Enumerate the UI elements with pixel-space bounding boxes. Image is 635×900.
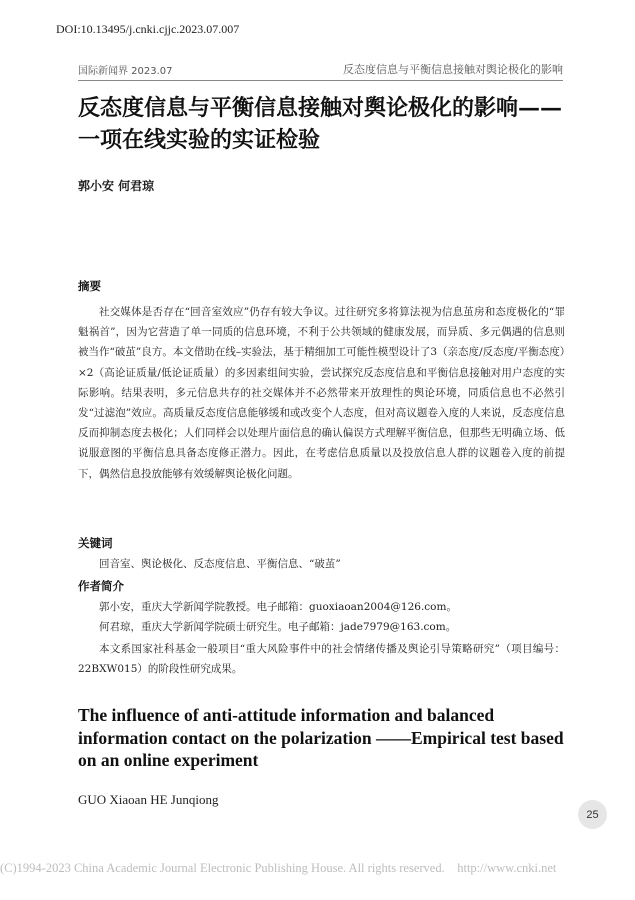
keywords-text: 回音室、舆论极化、反态度信息、平衡信息、“破茧” [99,558,341,570]
copyright-text: (C)1994-2023 China Academic Journal Electronic Publishing House. All rights reserved. [0,861,445,875]
authors-cn: 郭小安 何君琼 [78,179,155,193]
funding-note: 本文系国家社科基金一般项目“重大风险事件中的社会情绪传播及舆论引导策略研究”（项目编号：22BXW015）的阶段性研究成果。 [78,643,565,676]
footer-url[interactable]: http://www.cnki.net [457,861,557,875]
article-title-cn: 反态度信息与平衡信息接触对舆论极化的影响——一项在线实验的实证检验 [78,95,563,153]
abstract-text: 社交媒体是否存在“回音室效应”仍存有较大争议。过往研究多将算法视为信息茧房和态度极化的“罪魁祸首”，因为它营造了单一同质的信息环境，不利于公共领域的健康发展，而异质、多元偶遇的信息则被当作“破茧”良方。本文借助在线–实验法，基于精细加工可能性模型设计了3（亲态度/反态度/平衡态度）×2（高论证质量/低论证质量）的多因素组间实验，尝试探究反态度信息和平衡信息接触对用户态度的实际影响。结果表明，多元信息共存的社交媒体并不必然带来开放理性的舆论环境，同质信息也不必然引发“过滤泡”效应。高质量反态度信息能够缓和或改变个人态度，但对高议题卷入度的人来说，反态度信息反而抑制态度去极化；人们同样会以处理片面信息的确认偏误方式理解平衡信息，但那些无明确立场、低说服意图的平衡信息具备态度修正潜力。因此，在考虑信息质量以及投放信息人群的议题卷入度的前提下，偶然信息投放能够有效缓解舆论极化问题。 [78,306,565,480]
header-divider [78,80,563,81]
author-info-2: 何君琼，重庆大学新闻学院硕士研究生。电子邮箱：jade7979@163.com。 [99,621,457,633]
doi: DOI:10.13495/j.cnki.cjjc.2023.07.007 [56,22,240,36]
abstract-heading: 摘要 [78,279,101,293]
keywords-heading: 关键词 [78,536,113,550]
author-info-1: 郭小安，重庆大学新闻学院教授。电子邮箱：guoxiaoan2004@126.com。 [99,601,457,613]
running-title: 反态度信息与平衡信息接触对舆论极化的影响 [343,63,563,76]
author-info-heading: 作者简介 [78,579,124,593]
copyright-footer [0,861,635,876]
journal-issue: 国际新闻界 2023.07 [78,66,173,77]
article-title-en: The influence of anti-attitude information and balanced information contact on the polarization ——Empirical test based on an online experiment [78,705,564,770]
page-number-badge: 25 [578,800,607,829]
authors-en: GUO Xiaoan HE Junqiong [78,792,219,807]
